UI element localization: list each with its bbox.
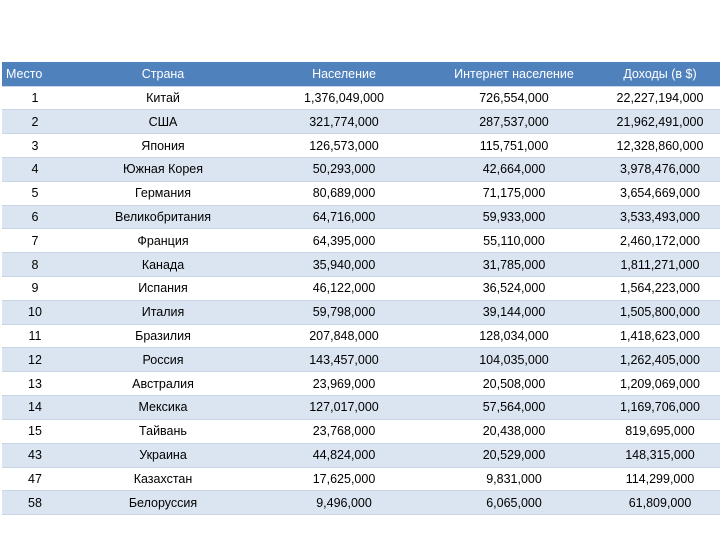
country-cell: Тайвань bbox=[68, 419, 258, 443]
internet-population-cell: 287,537,000 bbox=[430, 110, 598, 134]
rank-cell: 47 bbox=[2, 467, 68, 491]
country-stats-table-container bbox=[2, 62, 718, 515]
country-cell: Китай bbox=[68, 86, 258, 110]
table-row bbox=[2, 348, 720, 372]
internet-population-cell: 59,933,000 bbox=[430, 205, 598, 229]
income-cell: 2,460,172,000 bbox=[598, 229, 720, 253]
rank-cell: 12 bbox=[2, 348, 68, 372]
rank-cell: 15 bbox=[2, 419, 68, 443]
table-row bbox=[2, 443, 720, 467]
rank-cell: 11 bbox=[2, 324, 68, 348]
internet-population-cell: 128,034,000 bbox=[430, 324, 598, 348]
population-cell: 321,774,000 bbox=[258, 110, 430, 134]
internet-population-cell: 9,831,000 bbox=[430, 467, 598, 491]
table-row bbox=[2, 372, 720, 396]
country-cell: Германия bbox=[68, 181, 258, 205]
population-cell: 80,689,000 bbox=[258, 181, 430, 205]
rank-cell: 43 bbox=[2, 443, 68, 467]
country-cell: Италия bbox=[68, 300, 258, 324]
rank-cell: 2 bbox=[2, 110, 68, 134]
rank-cell: 5 bbox=[2, 181, 68, 205]
rank-cell: 4 bbox=[2, 157, 68, 181]
internet-population-cell: 36,524,000 bbox=[430, 277, 598, 301]
table-row bbox=[2, 324, 720, 348]
population-cell: 44,824,000 bbox=[258, 443, 430, 467]
income-cell: 819,695,000 bbox=[598, 419, 720, 443]
internet-population-cell: 726,554,000 bbox=[430, 86, 598, 110]
internet-population-cell: 115,751,000 bbox=[430, 134, 598, 158]
population-cell: 23,768,000 bbox=[258, 419, 430, 443]
internet-population-cell: 39,144,000 bbox=[430, 300, 598, 324]
income-cell: 3,654,669,000 bbox=[598, 181, 720, 205]
rank-cell: 8 bbox=[2, 253, 68, 277]
population-cell: 50,293,000 bbox=[258, 157, 430, 181]
income-cell: 21,962,491,000 bbox=[598, 110, 720, 134]
table-row bbox=[2, 181, 720, 205]
rank-cell: 58 bbox=[2, 491, 68, 515]
population-cell: 59,798,000 bbox=[258, 300, 430, 324]
population-cell: 17,625,000 bbox=[258, 467, 430, 491]
income-cell: 114,299,000 bbox=[598, 467, 720, 491]
country-cell: Испания bbox=[68, 277, 258, 301]
country-cell: Канада bbox=[68, 253, 258, 277]
income-cell: 61,809,000 bbox=[598, 491, 720, 515]
country-cell: Южная Корея bbox=[68, 157, 258, 181]
population-cell: 1,376,049,000 bbox=[258, 86, 430, 110]
population-cell: 143,457,000 bbox=[258, 348, 430, 372]
internet-population-cell: 42,664,000 bbox=[430, 157, 598, 181]
table-row bbox=[2, 467, 720, 491]
country-cell: Мексика bbox=[68, 396, 258, 420]
table-row bbox=[2, 300, 720, 324]
population-cell: 64,395,000 bbox=[258, 229, 430, 253]
population-cell: 64,716,000 bbox=[258, 205, 430, 229]
rank-cell: 13 bbox=[2, 372, 68, 396]
table-row bbox=[2, 419, 720, 443]
country-cell: Япония bbox=[68, 134, 258, 158]
table-header bbox=[2, 62, 720, 86]
table-body bbox=[2, 86, 720, 515]
table-row bbox=[2, 205, 720, 229]
population-cell: 9,496,000 bbox=[258, 491, 430, 515]
header-internet-population: Интернет население bbox=[454, 66, 574, 81]
income-cell: 1,505,800,000 bbox=[598, 300, 720, 324]
rank-cell: 6 bbox=[2, 205, 68, 229]
table-row bbox=[2, 253, 720, 277]
header-income: Доходы (в $) bbox=[623, 66, 697, 81]
internet-population-cell: 31,785,000 bbox=[430, 253, 598, 277]
country-cell: Бразилия bbox=[68, 324, 258, 348]
income-cell: 1,169,706,000 bbox=[598, 396, 720, 420]
country-cell: Австралия bbox=[68, 372, 258, 396]
header-row bbox=[2, 62, 720, 86]
rank-cell: 14 bbox=[2, 396, 68, 420]
table-row bbox=[2, 134, 720, 158]
internet-population-cell: 20,508,000 bbox=[430, 372, 598, 396]
rank-cell: 7 bbox=[2, 229, 68, 253]
country-cell: США bbox=[68, 110, 258, 134]
table-row bbox=[2, 157, 720, 181]
rank-cell: 3 bbox=[2, 134, 68, 158]
internet-population-cell: 57,564,000 bbox=[430, 396, 598, 420]
population-cell: 207,848,000 bbox=[258, 324, 430, 348]
table-row bbox=[2, 396, 720, 420]
income-cell: 1,564,223,000 bbox=[598, 277, 720, 301]
country-cell: Франция bbox=[68, 229, 258, 253]
table-row bbox=[2, 491, 720, 515]
income-cell: 1,418,623,000 bbox=[598, 324, 720, 348]
population-cell: 127,017,000 bbox=[258, 396, 430, 420]
income-cell: 1,811,271,000 bbox=[598, 253, 720, 277]
income-cell: 3,978,476,000 bbox=[598, 157, 720, 181]
internet-population-cell: 20,529,000 bbox=[430, 443, 598, 467]
population-cell: 126,573,000 bbox=[258, 134, 430, 158]
internet-population-cell: 104,035,000 bbox=[430, 348, 598, 372]
income-cell: 1,262,405,000 bbox=[598, 348, 720, 372]
country-cell: Казахстан bbox=[68, 467, 258, 491]
rank-cell: 1 bbox=[2, 86, 68, 110]
income-cell: 148,315,000 bbox=[598, 443, 720, 467]
internet-population-cell: 6,065,000 bbox=[430, 491, 598, 515]
table-row bbox=[2, 229, 720, 253]
header-rank: Место bbox=[6, 66, 43, 81]
rank-cell: 10 bbox=[2, 300, 68, 324]
country-cell: Великобритания bbox=[68, 205, 258, 229]
country-stats-table bbox=[2, 62, 720, 515]
table-row bbox=[2, 277, 720, 301]
country-cell: Россия bbox=[68, 348, 258, 372]
table-row bbox=[2, 110, 720, 134]
rank-cell: 9 bbox=[2, 277, 68, 301]
header-country: Страна bbox=[141, 66, 185, 81]
country-cell: Украина bbox=[68, 443, 258, 467]
income-cell: 1,209,069,000 bbox=[598, 372, 720, 396]
income-cell: 22,227,194,000 bbox=[598, 86, 720, 110]
income-cell: 12,328,860,000 bbox=[598, 134, 720, 158]
table-row bbox=[2, 86, 720, 110]
income-cell: 3,533,493,000 bbox=[598, 205, 720, 229]
internet-population-cell: 55,110,000 bbox=[430, 229, 598, 253]
population-cell: 23,969,000 bbox=[258, 372, 430, 396]
country-cell: Белоруссия bbox=[68, 491, 258, 515]
header-population: Население bbox=[312, 66, 376, 81]
population-cell: 46,122,000 bbox=[258, 277, 430, 301]
internet-population-cell: 20,438,000 bbox=[430, 419, 598, 443]
population-cell: 35,940,000 bbox=[258, 253, 430, 277]
internet-population-cell: 71,175,000 bbox=[430, 181, 598, 205]
